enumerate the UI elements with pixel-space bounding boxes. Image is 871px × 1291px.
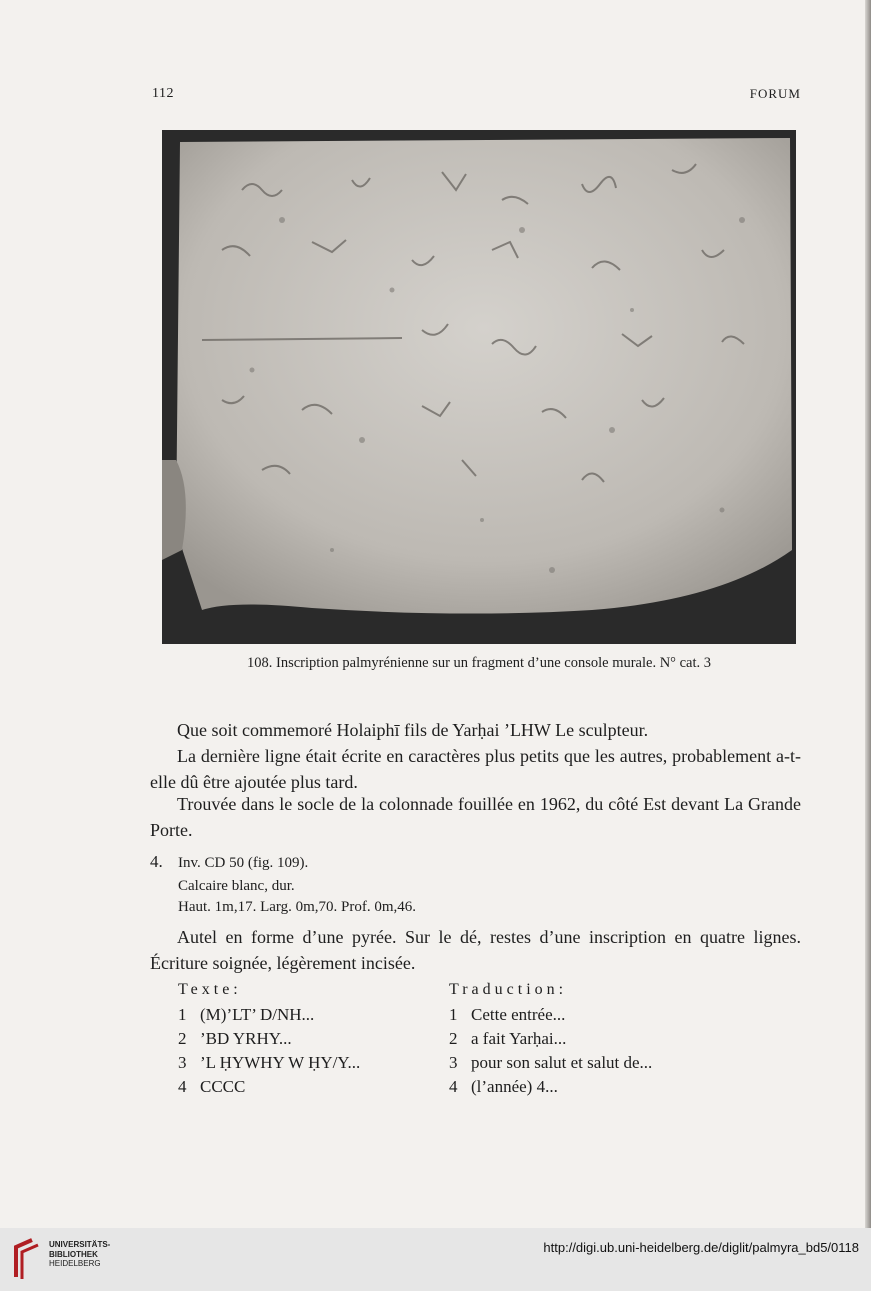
inscription-photo: [162, 130, 796, 644]
line-number: 3: [178, 1053, 187, 1072]
text-column-header: Texte:: [178, 981, 242, 998]
text-cell: ’L ḤYWHY W ḤY/Y...: [200, 1053, 361, 1072]
inventory-line: Inv. CD 50 (fig. 109).: [178, 855, 309, 871]
paragraph-description: Autel en forme d’une pyrée. Sur le dé, restes d’une inscription en quatre lignes. Écriture soignée, légèrement incisée.: [150, 927, 801, 973]
catalogue-entry-number: 4.: [150, 852, 163, 871]
line-number: 4: [178, 1077, 187, 1096]
translation-row: [449, 1053, 652, 1073]
paragraph-findspot: Trouvée dans le socle de la colonnade fouillée en 1962, du côté Est devant La Grande Porte.: [150, 794, 801, 840]
line-number: 2: [449, 1029, 458, 1048]
translation-cell: a fait Yarḥai...: [471, 1029, 567, 1048]
running-header: FORUM: [749, 86, 801, 101]
library-name: UNIVERSITÄTS- BIBLIOTHEK HEIDELBERG: [49, 1240, 111, 1268]
translation-cell: (l’année) 4...: [471, 1077, 558, 1096]
line-number: 2: [178, 1029, 187, 1048]
figure-caption: 108. Inscription palmyrénienne sur un fragment d’une console murale. N° cat. 3: [246, 655, 712, 671]
dimensions-line: Haut. 1m,17. Larg. 0m,70. Prof. 0m,46.: [178, 899, 417, 915]
line-number: 4: [449, 1077, 458, 1096]
paragraph-translation: Que soit commemoré Holaiphī fils de Yarḥai ’LHW Le sculpteur.: [177, 720, 649, 740]
text-row: [178, 1029, 292, 1049]
text-row: [178, 1077, 245, 1097]
translation-row: [449, 1077, 558, 1097]
line-number: 1: [178, 1005, 187, 1024]
material-line: Calcaire blanc, dur.: [178, 878, 295, 894]
line-number: 1: [449, 1005, 458, 1024]
text-row: [178, 1005, 314, 1025]
paragraph-note: La dernière ligne était écrite en caractères plus petits que les autres, probablement a-t-elle dû être ajoutée plus tard.: [150, 746, 801, 792]
text-row: [178, 1053, 360, 1073]
translation-row: [449, 1005, 565, 1025]
text-cell: (M)’LT’ D/NH...: [200, 1005, 315, 1024]
translation-cell: Cette entrée...: [471, 1005, 566, 1024]
line-number: 3: [449, 1053, 458, 1072]
footer-bar: [0, 1228, 871, 1291]
permalink-url[interactable]: http://digi.ub.uni-heidelberg.de/diglit/palmyra_bd5/0118: [543, 1240, 859, 1255]
translation-cell: pour son salut et salut de...: [471, 1053, 653, 1072]
translation-row: [449, 1029, 566, 1049]
page-edge: [865, 0, 871, 1228]
page-number: 112: [152, 86, 174, 101]
text-cell: CCCC: [200, 1077, 246, 1096]
library-logo-icon: [10, 1237, 42, 1286]
text-cell: ’BD YRHY...: [200, 1029, 292, 1048]
translation-column-header: Traduction:: [449, 981, 568, 998]
